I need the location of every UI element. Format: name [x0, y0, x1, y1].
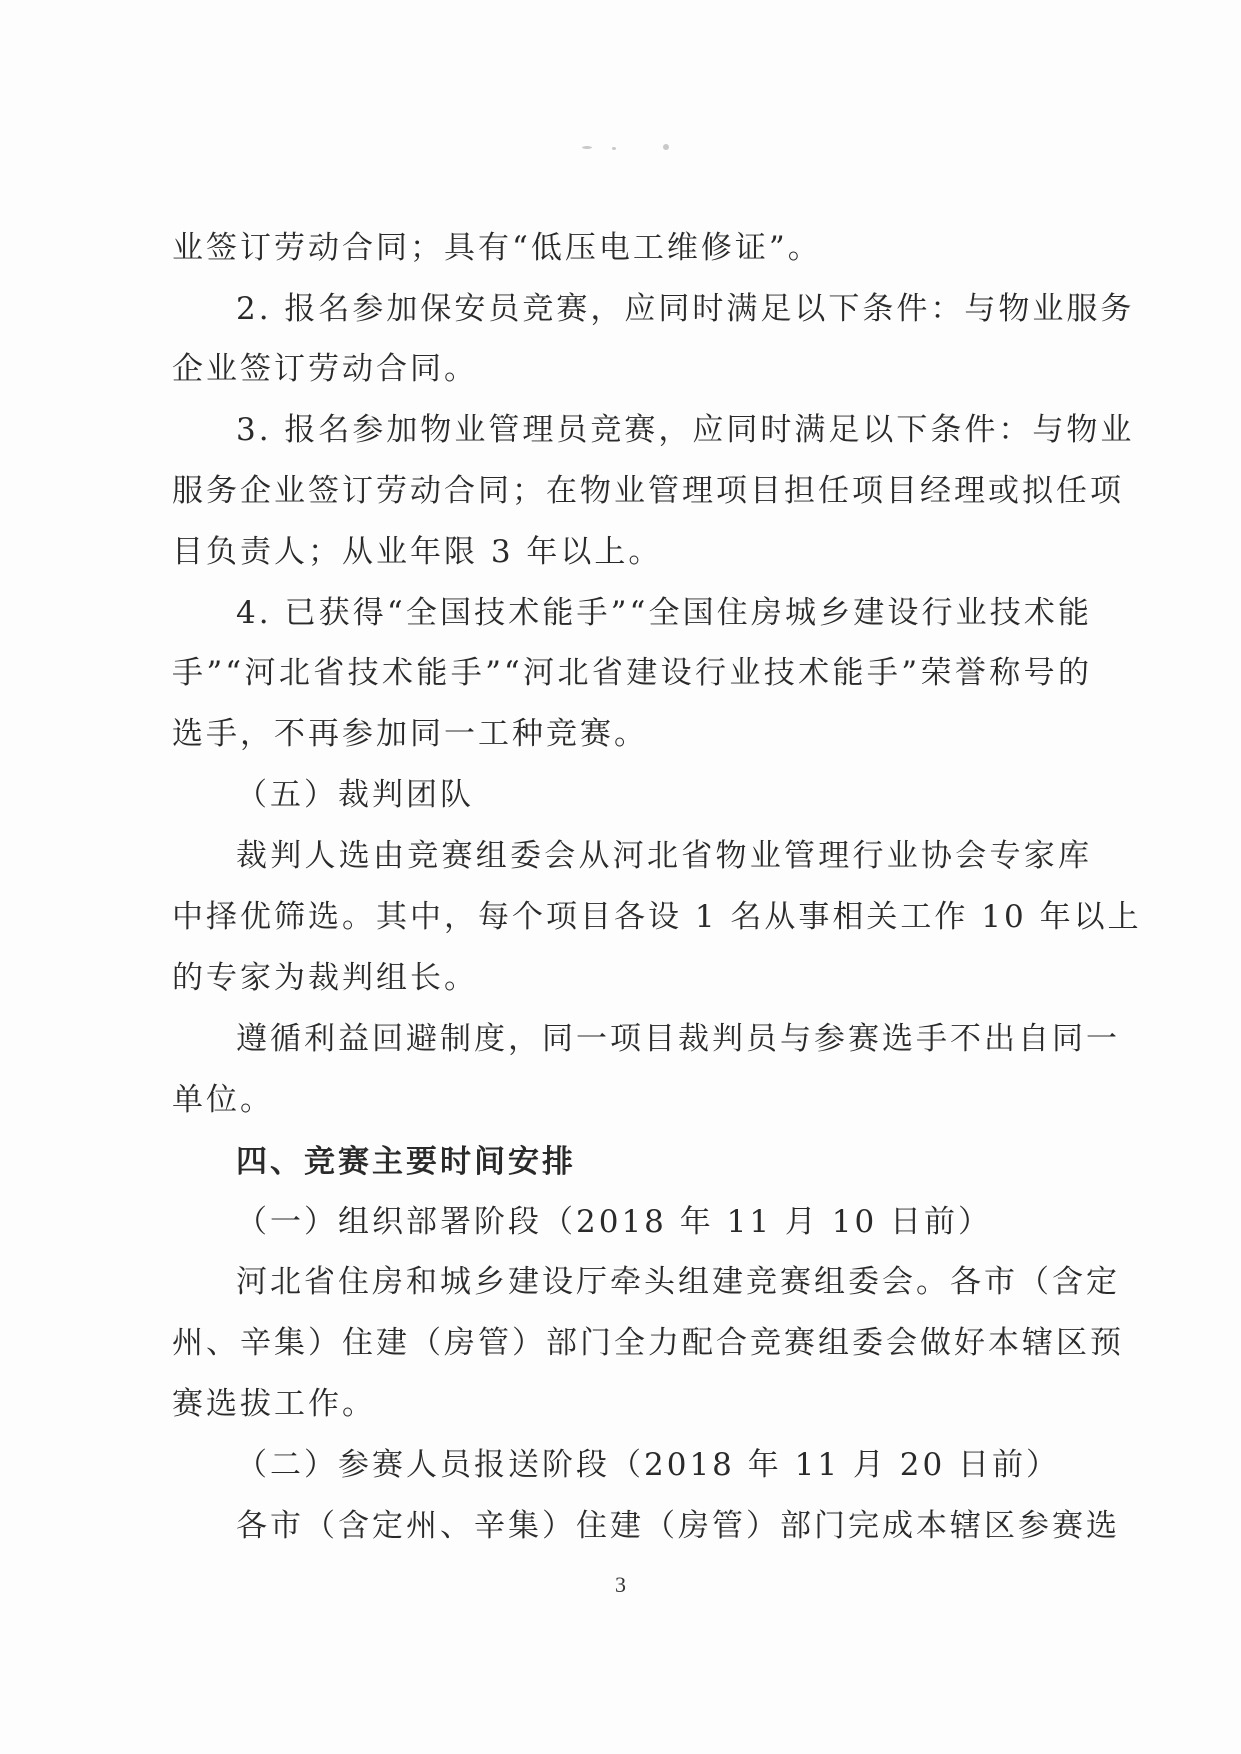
paragraph-line: 2. 报名参加保安员竞赛，应同时满足以下条件：与物业服务 [236, 291, 1135, 327]
scan-speck [663, 144, 669, 150]
paragraph-line: 单位。 [172, 1082, 274, 1118]
paragraph-line: 遵循利益回避制度，同一项目裁判员与参赛选手不出自同一 [236, 1021, 1120, 1057]
paragraph-line: 服务企业签订劳动合同；在物业管理项目担任项目经理或拟任项 [172, 473, 1124, 509]
scan-speck [612, 147, 616, 150]
scan-speck [582, 146, 592, 149]
section-subheading: （一）组织部署阶段（2018 年 11 月 10 日前） [236, 1204, 993, 1240]
paragraph-line: 手”“河北省技术能手”“河北省建设行业技术能手”荣誉称号的 [172, 655, 1092, 691]
paragraph-line: 3. 报名参加物业管理员竞赛，应同时满足以下条件：与物业 [236, 412, 1135, 448]
paragraph-line: 中择优筛选。其中，每个项目各设 1 名从事相关工作 10 年以上 [172, 899, 1142, 935]
paragraph-line: 业签订劳动合同；具有“低压电工维修证”。 [172, 230, 822, 266]
paragraph-line: 选手，不再参加同一工种竞赛。 [172, 716, 648, 752]
paragraph-line: 的专家为裁判组长。 [172, 960, 478, 996]
paragraph-line: 目负责人；从业年限 3 年以上。 [172, 534, 663, 570]
paragraph-line: 企业签订劳动合同。 [172, 351, 478, 387]
paragraph-line: 河北省住房和城乡建设厅牵头组建竞赛组委会。各市（含定 [236, 1264, 1120, 1300]
page-number: 3 [615, 1572, 626, 1597]
paragraph-line: 各市（含定州、辛集）住建（房管）部门完成本辖区参赛选 [236, 1508, 1120, 1544]
paragraph-line: 州、辛集）住建（房管）部门全力配合竞赛组委会做好本辖区预 [172, 1325, 1124, 1361]
paragraph-line: 4. 已获得“全国技术能手”“全国住房城乡建设行业技术能 [236, 595, 1092, 631]
section-subheading: （二）参赛人员报送阶段（2018 年 11 月 20 日前） [236, 1447, 1061, 1483]
section-heading: 四、竞赛主要时间安排 [236, 1144, 576, 1180]
paragraph-line: 裁判人选由竞赛组委会从河北省物业管理行业协会专家库 [236, 838, 1092, 874]
paragraph-line: 赛选拔工作。 [172, 1386, 376, 1422]
section-subheading: （五）裁判团队 [236, 777, 474, 813]
